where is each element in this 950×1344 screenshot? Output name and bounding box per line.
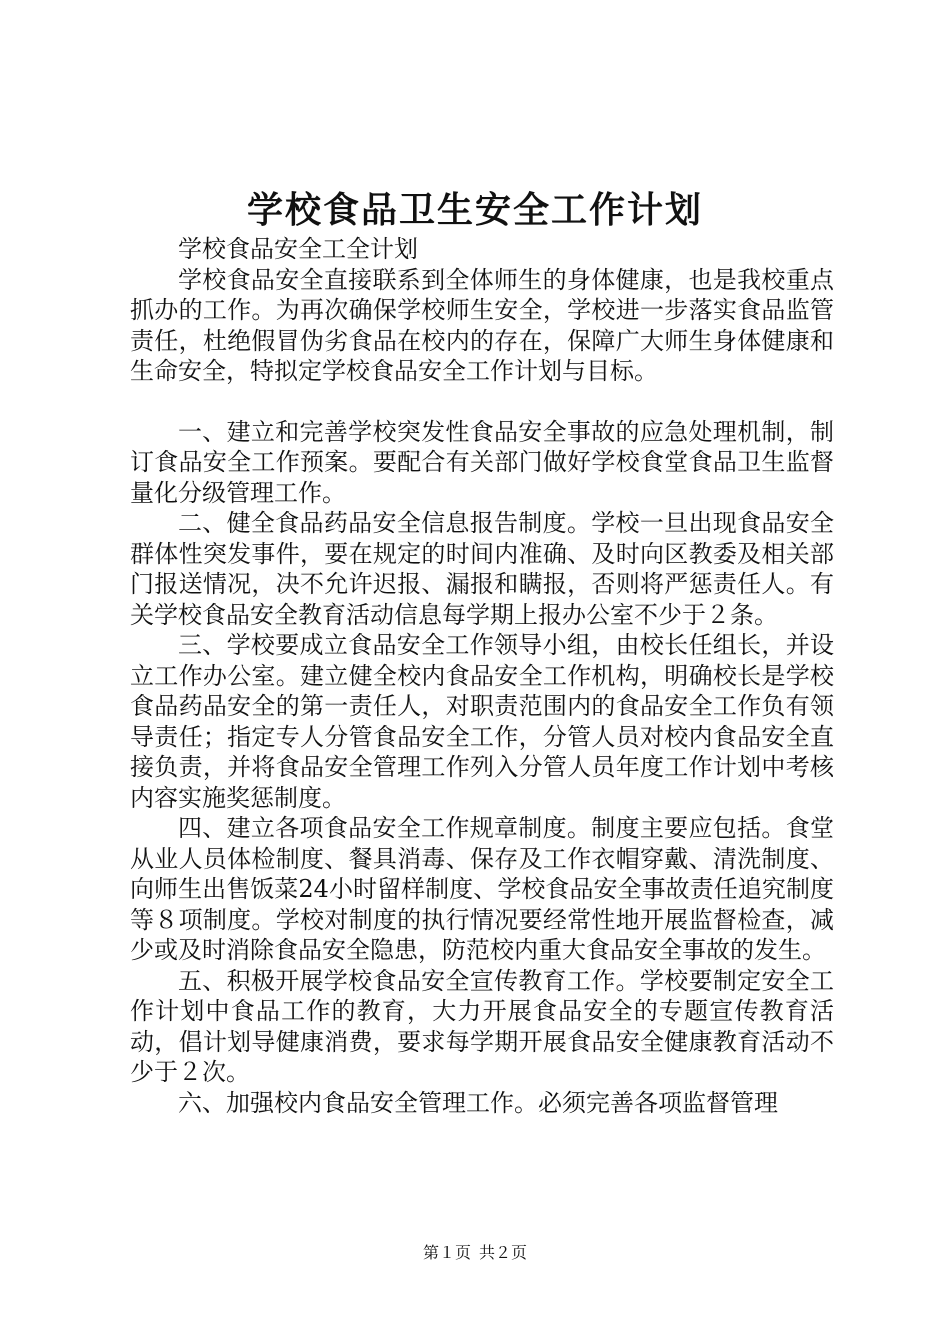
paragraph-intro: 学校食品安全直接联系到全体师生的身体健康，也是我校重点抓办的工作。为再次确保学校师生安全，学校进一步落实食品监管责任，杜绝假冒伪劣食品在校内的存在，保障广大师生身体健康和生命安全，特拟定学校食品安全工作计划与目标。 (130, 265, 834, 385)
document-title: 学校食品卫生安全工作计划 (246, 189, 703, 231)
paragraph-item-5: 五、积极开展学校食品安全宣传教育工作。学校要制定安全工作计划中食品工作的教育，大力开展食品安全的专题宣传教育活动，倡计划导健康消费，要求每学期开展食品安全健康教育活动不少于２次。 (130, 966, 834, 1086)
page-total: 共２页 (479, 1243, 528, 1262)
page-number: 第１页 (422, 1243, 471, 1262)
paragraph-item-2: 二、健全食品药品安全信息报告制度。学校一旦出现食品安全群体性突发事件，要在规定的时间内准确、及时向区教委及相关部门报送情况，决不允许迟报、漏报和瞒报，否则将严惩责任人。有关学校食品安全教育活动信息每学期上报办公室不少于２条。 (130, 509, 834, 629)
page-footer (0, 1243, 950, 1263)
document-subtitle: 学校食品安全工全计划 (178, 235, 418, 263)
paragraph-item-1: 一、建立和完善学校突发性食品安全事故的应急处理机制，制订食品安全工作预案。要配合有关部门做好学校食堂食品卫生监督量化分级管理工作。 (130, 417, 834, 507)
paragraph-item-3: 三、学校要成立食品安全工作领导小组，由校长任组长，并设立工作办公室。建立健全校内食品安全工作机构，明确校长是学校食品药品安全的第一责任人，对职责范围内的食品安全工作负有领导责任；指定专人分管食品安全工作，分管人员对校内食品安全直接负责，并将食品安全管理工作列入分管人员年度工作计划中考核内容实施奖惩制度。 (130, 631, 834, 812)
document-body (130, 234, 834, 1118)
paragraph-item-6: 六、加强校内食品安全管理工作。必须完善各项监督管理 (178, 1088, 778, 1117)
paragraph-item-4: 四、建立各项食品安全工作规章制度。制度主要应包括。食堂从业人员体检制度、餐具消毒、保存及工作衣帽穿戴、清洗制度、向师生出售饭菜24小时留样制度、学校食品安全事故责任追究制度等８项制度。学校对制度的执行情况要经常性地开展监督检查，减少或及时消除食品安全隐患，防范校内重大食品安全事故的发生。 (130, 814, 834, 964)
